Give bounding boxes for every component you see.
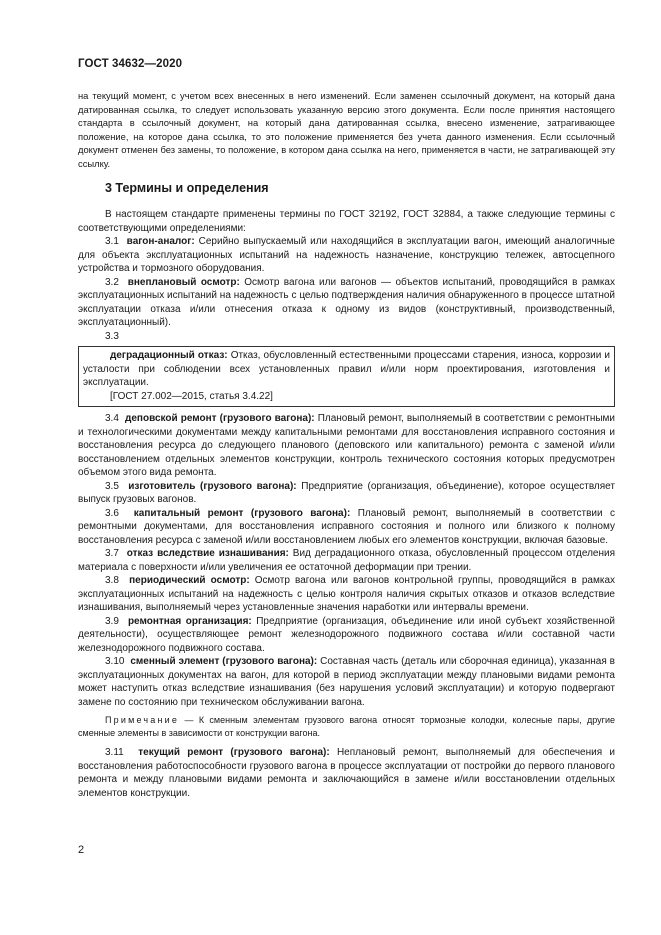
term-number: 3.1 (105, 236, 119, 247)
intro-paragraph (78, 89, 615, 170)
term-definition: Осмотр вагона или вагонов — объектов испытаний, проводящийся в рамках эксплуатационных испытаний на надежность с целью подтверждения наличия обнаруженного в процессе штатной эксплуатации отказа и/или отнесения отказа к одному из видов (конструктивный, производственный, эксплуатационный). (78, 276, 615, 328)
term-entry (78, 235, 615, 276)
term-number: 3.8 (105, 575, 119, 586)
term-number: 3.2 (105, 276, 119, 288)
document-header: ГОСТ 34632—2020 (78, 58, 183, 70)
term-definition: Осмотр вагона или вагонов контрольной группы, проводящийся в рамках эксплуатационных испытаний на надежность с целью контроля наличия скрытых отказов и отказов вследствие изнашивания, выполняемый через установленные значения наработки или интервалы времени. (78, 575, 616, 613)
term-entry (78, 746, 615, 800)
term-definition: Вид деградационного отказа, обусловленный процессом отделения материала с поверхности и/или увеличения ее остаточной деформации при трении. (78, 548, 615, 573)
term-number: 3.5 (105, 480, 119, 492)
term-entry (78, 276, 615, 330)
term-definition: Составная часть (деталь или сборочная единица), указанная в эксплуатационных документах на вагон, для которой в период эксплуатации между плановыми видами ремонта может наступить отказ вследствие изнашивания (без нарушения условий эксплуатации) и которую подвергают замене по состоянию при техническом обслуживании вагона. (78, 656, 615, 708)
section-title: 3 Термины и определения (105, 181, 269, 195)
term-source: [ГОСТ 27.002—2015, статья 3.4.22] (110, 390, 273, 402)
term-name: сменный элемент (грузового вагона): (130, 656, 318, 667)
term-definition: Плановый ремонт, выполняемый в соответствии с ремонтными документами, для восстановления исправного состояния и полного или близкого к полному восстановления ресурса с заменой и/или восстановлением любых его элементов конструкции, включая базовые. (78, 507, 615, 546)
term-entry (78, 655, 615, 709)
term-definition: Плановый ремонт, выполняемый в соответствии с ремонтными и технологическими документами между капитальными ремонтами для восстановления исправного состояния и восстановления ресурса до следующего планового (деповского или капитального) ремонта с заменой и/или восстановлением отдельных элементов конструкции, контроль технического состояния которых предусмотрен объемом этого вида ремонта. (78, 413, 616, 478)
term-number: 3.9 (105, 615, 119, 627)
term-entry (78, 412, 615, 480)
page-number: 2 (78, 844, 85, 856)
term-number: 3.7 (105, 548, 119, 559)
term-number: 3.4 (105, 413, 119, 424)
quoted-term-box (78, 346, 615, 407)
term-definition: Отказ, обусловленный естественными процессами старения, износа, коррозии и усталости при соблюдении всех установленных правил и/или норм проектирования, изготовления и эксплуатации. (83, 350, 610, 388)
term-name: периодический осмотр: (129, 575, 250, 586)
term-entry (78, 547, 615, 574)
term-definition: Предприятие (организация, объединение), которое осуществляет выпуск грузовых вагонов. (78, 480, 615, 505)
term-number: 3.10 (105, 656, 125, 667)
term-definition: Серийно выпускаемый или находящийся в эксплуатации вагон, имеющий аналогичные для объекта эксплуатационных испытаний на надежность назначение, конструкцию тележек, автосцепного устройства и тормозного оборудования. (78, 236, 615, 274)
term-name: вагон-аналог: (126, 236, 195, 247)
term-entry (83, 349, 610, 390)
note-label: Примечание (105, 715, 180, 725)
term-name: ремонтная организация: (127, 615, 252, 627)
term-name: изготовитель (грузового вагона): (128, 480, 297, 492)
intro-text: на текущий момент, с учетом всех внесенных в него изменений. Если заменен ссылочный документ, на который дана датированная ссылка, то следует использовать указанную версию этого документа. Если после принятия настоящего стандарта в ссылочный документ, на который дана датированная ссылка, внесено изменение, затрагивающее положение, на которое дана ссылка, то это положение применяется без учета данного изменения. Если ссылочный документ отменен без замены, то положение, в котором дана ссылка на него, применяется в части, не затрагивающей эту ссылку. (78, 90, 615, 169)
term-name: капитальный ремонт (грузового вагона): (133, 507, 351, 519)
term-entry (78, 574, 615, 615)
term-number: 3.6 (105, 507, 119, 519)
term-number: 3.11 (105, 747, 124, 758)
term-name: внеплановый осмотр: (127, 276, 240, 288)
note-text: — К сменным элементам грузового вагона относят тормозные колодки, колесные пары, другие сменные элементы в зависимости от конструкции вагона. (78, 715, 615, 738)
term-definition: Неплановый ремонт, выполняемый для обеспечения и восстановления работоспособности грузового вагона в процессе эксплуатации от постройки до первого планового ремонта и между плановыми видами ремонта и заключающийся в замене и/или восстановлении отдельных элементов конструкции. (78, 747, 615, 799)
term-name: деградационный отказ: (110, 350, 228, 361)
lead-paragraph: В настоящем стандарте применены термины по ГОСТ 32192, ГОСТ 32884, а также следующие термины с соответствующими определениями: (78, 209, 615, 234)
term-entry (78, 615, 615, 656)
term-definition: Предприятие (организация, объединение или иной субъект хозяйственной деятельности), осуществляющее ремонт железнодорожного подвижного состава и/или составной части железнодорожного подвижного состава. (78, 615, 615, 654)
term-name: деповской ремонт (грузового вагона): (125, 413, 315, 424)
term-entry (78, 507, 615, 548)
term-number: 3.3 (105, 330, 119, 342)
terms-body (78, 208, 615, 800)
term-name: отказ вследствие изнашивания: (126, 548, 289, 559)
term-name: текущий ремонт (грузового вагона): (138, 747, 330, 758)
term-entry (78, 480, 615, 507)
note (78, 714, 615, 739)
